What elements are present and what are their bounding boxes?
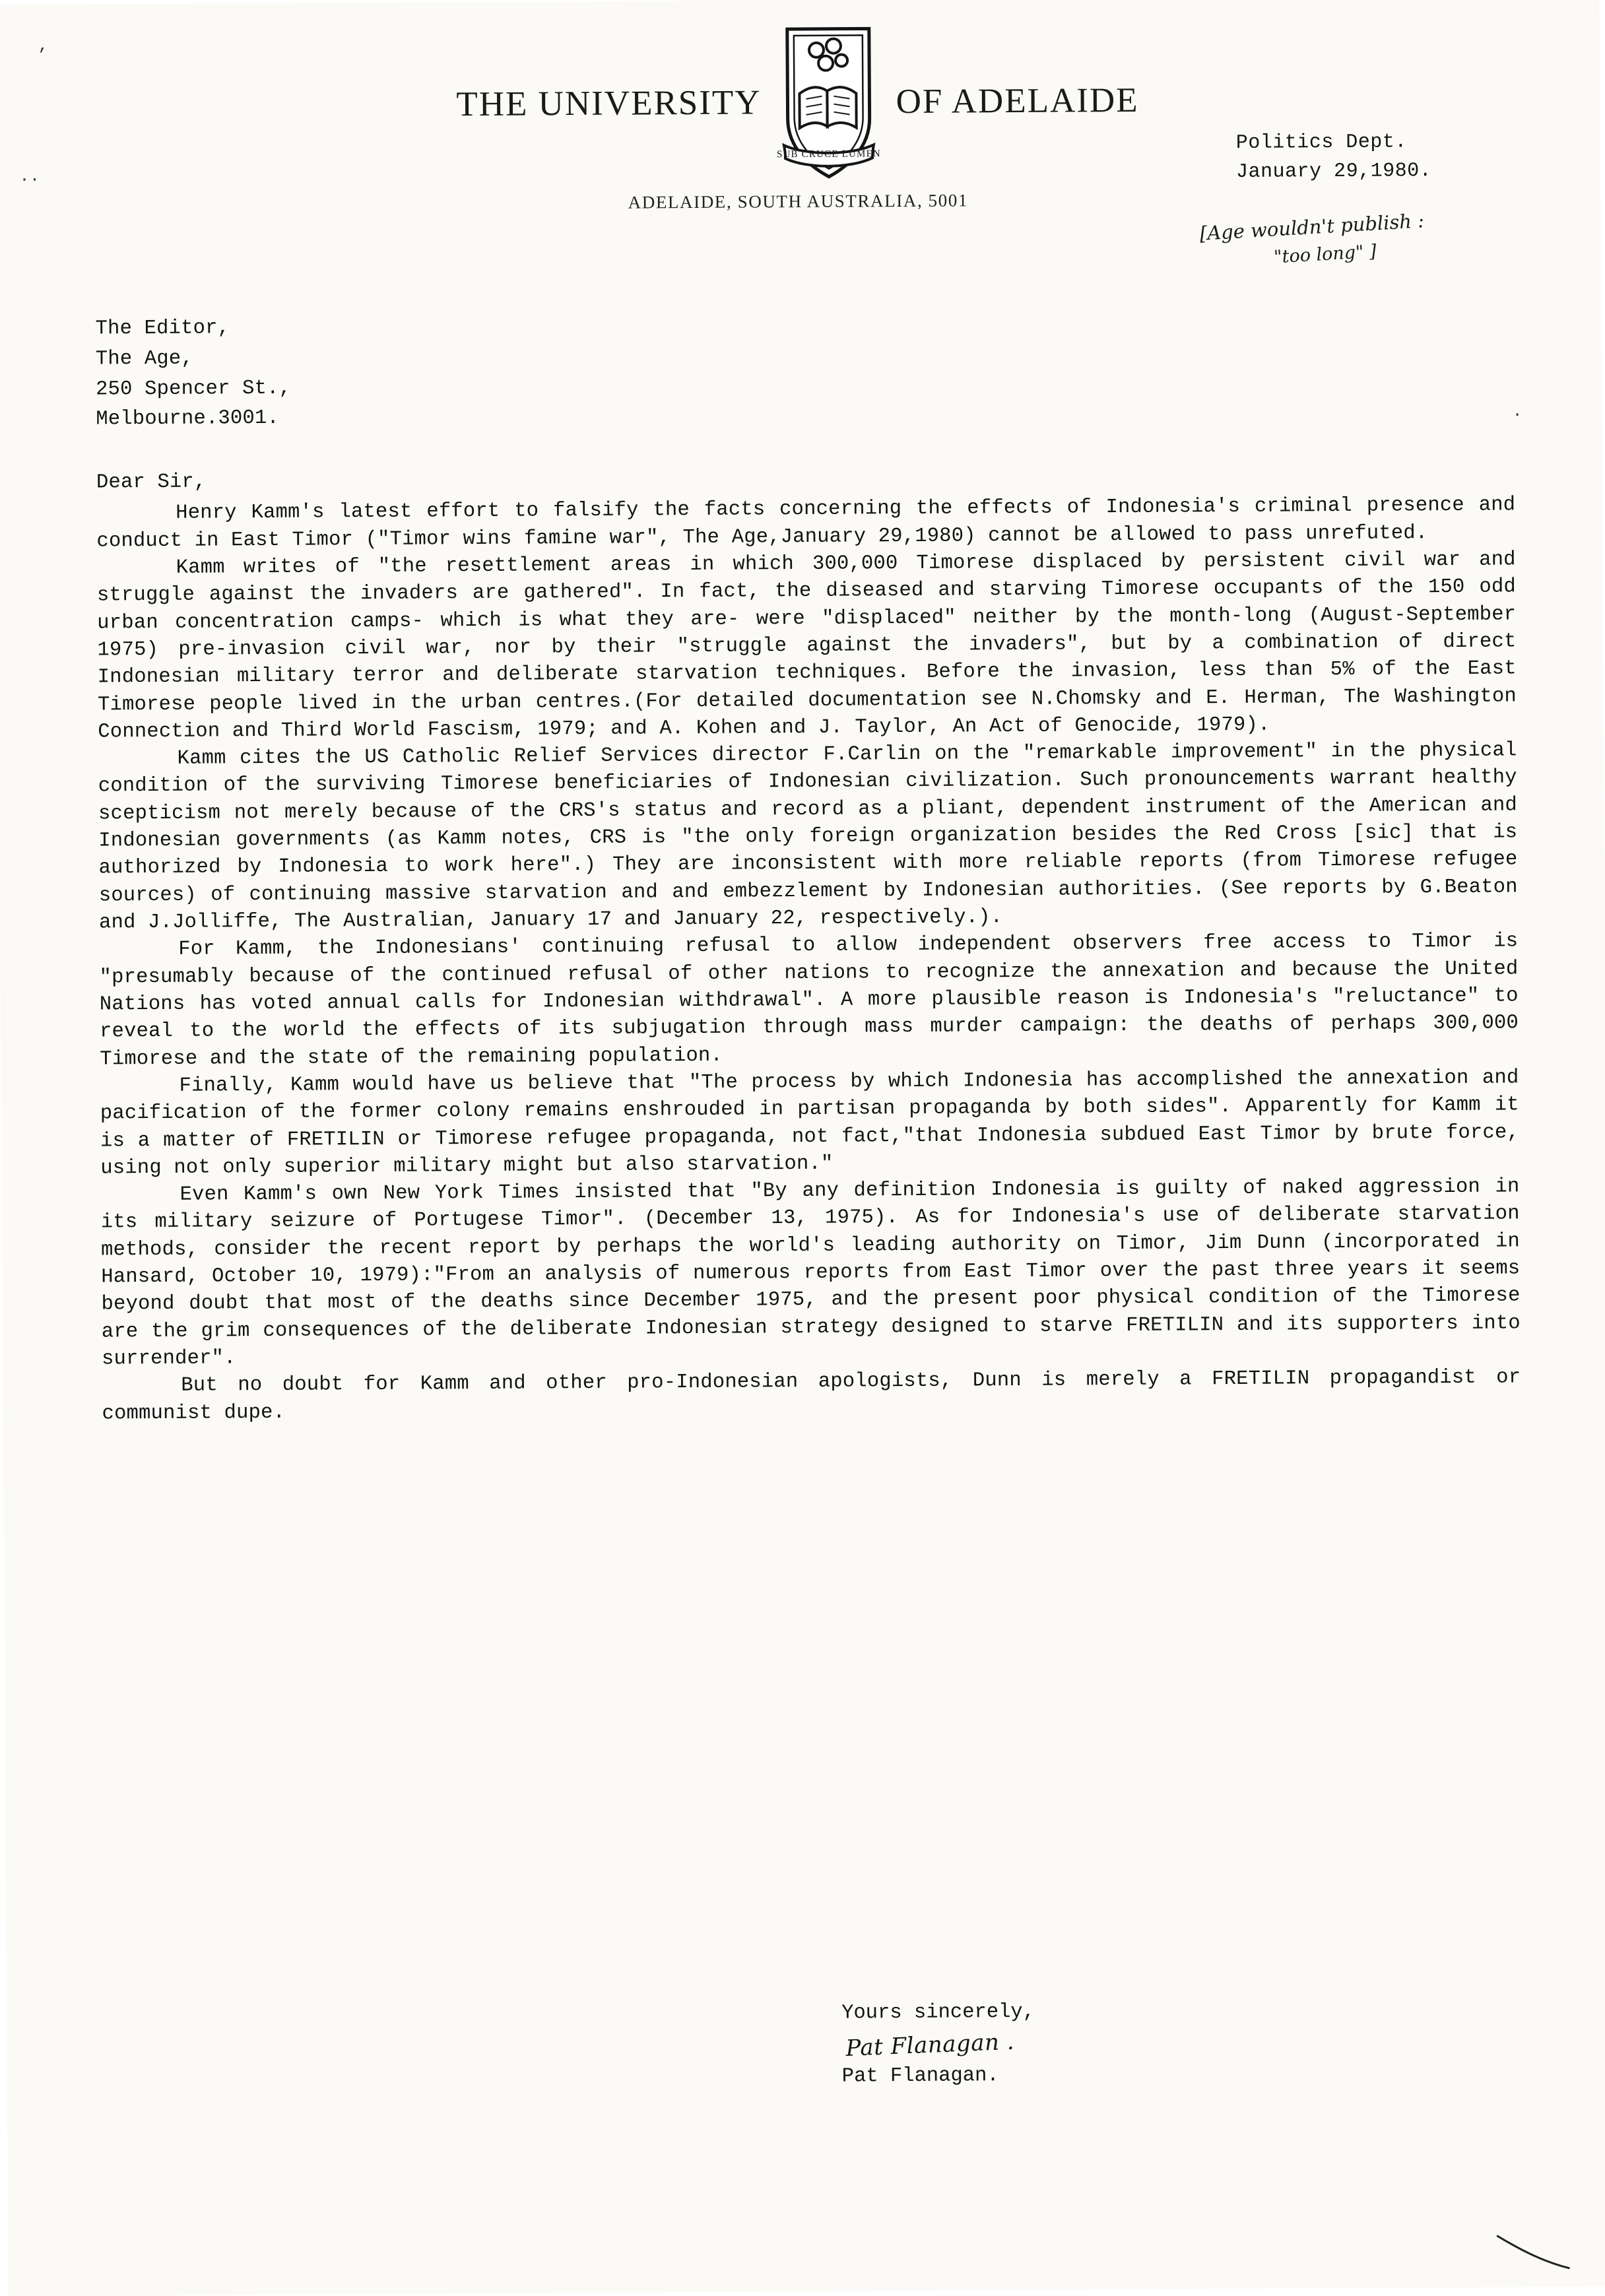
handwritten-signature: Pat Flanagan . [845, 2028, 1015, 2062]
addressee-line-1: The Editor, [95, 317, 230, 341]
paragraph-7: But no doubt for Kamm and other pro-Indonesian apologists, Dunn is merely a FRETILIN propagandist or communist dupe. [102, 1366, 1521, 1426]
paragraph-1: Henry Kamm's latest effort to falsify the facts concerning the effects of Indonesia's criminal presence and conduct in East Timor ("Timor wins famine war", The Age,January 29,1980) cannot be allowed to pass unrefuted. [96, 494, 1516, 553]
salutation: Dear Sir, [96, 471, 207, 494]
typed-signer-name: Pat Flanagan. [841, 2064, 999, 2088]
paragraph-2: Kamm writes of "the resettlement areas in which 300,000 Timorese displaced by persistent civil war and struggle against the invaders are gathered". In fact, the diseased and starving Timorese occupants of the 150 odd urban concentration camps- which is what they are- were "displaced" neither by the month-long (August-September 1975) pre-invasion civil war, nor by their "struggle against the invaders", but by a combination of direct Indonesian military terror and deliberate starvation techniques. Before the invasion, less than 5% of the East Timorese people lived in the urban centres.(For detailed documentation see N.Chomsky and E. Herman, The Washington Connection and Third World Fascism, 1979; and A. Kohen and J. Taylor, An Act of Genocide, 1979). [96, 548, 1517, 744]
annotation-line-2: "too long" ] [1273, 240, 1377, 267]
handwritten-annotation [1199, 198, 1571, 275]
paragraph-5: Finally, Kamm would have us believe that "The process by which Indonesia has accomplished the annexation and pacification of the former colony remains enshrouded in partisan propaganda by both sides". Apparently for Kamm it is a matter of FRETILIN or Timorese refugee propaganda, not fact,"that Indonesia subdued East Timor by brute force, using not only superior military might but also starvation." [100, 1066, 1520, 1180]
letterhead-address: ADELAIDE, SOUTH AUSTRALIA, 5001 [628, 190, 969, 213]
stray-mark-top-left: ’ [36, 45, 48, 66]
paragraph-6: Even Kamm's own New York Times insisted that "By any definition Indonesia is guilty of naked aggression in its military seizure of Portugese Timor". (December 13, 1975). As for Indonesia's use of deliberate starvation methods, consider the recent report by perhaps the world's leading authority on Timor, Jim Dunn (incorporated in Hansard, October 10, 1979):"From an analysis of numerous reports from East Timor over the past three years it seems beyond doubt that most of the deaths since December 1975, and the present poor physical condition of the Timorese are the grim consequences of the deliberate Indonesian strategy designed to starve FRETILIN and its supporters into surrender". [100, 1175, 1521, 1371]
date-line: January 29,1980. [1236, 159, 1432, 183]
stray-mark-right: · [1512, 405, 1523, 425]
addressee-line-4: Melbourne.3001. [96, 407, 280, 431]
university-crest-icon [773, 19, 885, 185]
stray-mark-mid-left: ·· [19, 170, 40, 190]
department-line: Politics Dept. [1235, 131, 1407, 154]
svg-text:SUB CRUCE LUMEN: SUB CRUCE LUMEN [777, 148, 882, 160]
closing-line: Yours sincerely, [841, 2000, 1035, 2025]
letter-body [95, 306, 1521, 1427]
addressee-line-2: The Age, [95, 347, 193, 371]
page-corner-mark [1494, 2233, 1573, 2273]
addressee-block [95, 306, 1515, 435]
signoff-block [841, 1998, 1035, 2091]
paragraph-4: For Kamm, the Indonesians' continuing refusal to allow independent observers free access to Timor is "presumably because of the continued refusal of other nations to recognize the annexation and because the United Nations has voted annual calls for Indonesian withdrawal". A more plausible reason is Indonesia's "reluctance" to reveal to the world the effects of its subjugation through mass murder campaign: the deaths of perhaps 300,000 Timorese and the state of the remaining population. [99, 930, 1519, 1071]
annotation-line-1: [Age wouldn't publish : [1198, 209, 1425, 245]
university-title-right: OF ADELAIDE [896, 81, 1139, 121]
department-date-block [1236, 128, 1432, 187]
paragraph-3: Kamm cites the US Catholic Relief Services director F.Carlin on the "remarkable improvement" in the physical condition of the surviving Timorese beneficiaries of Indonesian civilization. Such pronouncements warrant healthy scepticism not merely because of the CRS's status and record as a pliant, dependent instrument of the American and Indonesian governments (as Kamm notes, CRS is "the only foreign organization besides the Red Cross [sic] that is authorized by Indonesia to work here".) They are inconsistent with more reliable reports (from Timorese refugee sources) of continuing massive starvation and and embezzlement by Indonesian authorities. (See reports by G.Beaton and J.Jolliffe, The Australian, January 17 and January 22, respectively.). [98, 739, 1518, 935]
university-title-left: THE UNIVERSITY [456, 83, 762, 124]
addressee-line-3: 250 Spencer St., [95, 377, 292, 401]
letterhead [0, 15, 1600, 217]
